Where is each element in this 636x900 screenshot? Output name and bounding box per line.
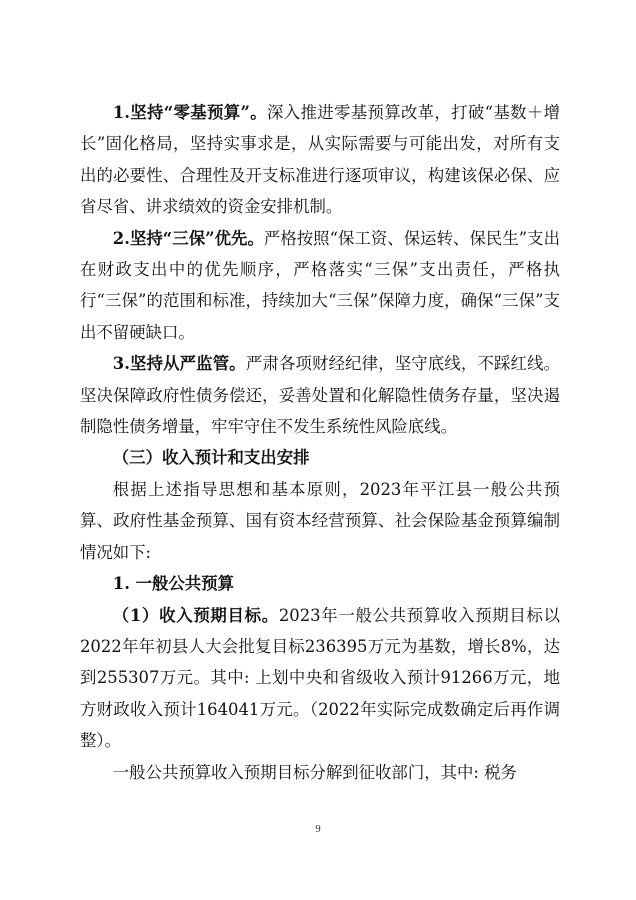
paragraph-body: 2023年一般公共预算收入预期目标以2022年年初县人大会批复目标236395万元为基数，增长8%，达到255307万元。其中: 上划中央和省级收入预计91266万元，地方财政收入预计164041万元。（2022年实际完成数确定后再作调整）。	[80, 605, 560, 751]
paragraph-body: 严肃各项财经纪律，坚守底线，不踩红线。坚决保障政府性债务偿还，妥善处置和化解隐性债务存量，坚决遏制隐性债务增量，牢牢守住不发生系统性风险底线。	[80, 354, 560, 437]
paragraph-zero-based-budget	[80, 97, 560, 223]
section-heading-revenue-expenditure: （三）收入预计和支出安排	[112, 448, 310, 468]
paragraph-strict-supervision	[80, 348, 560, 442]
subsection-heading-general-budget: 1. 一般公共预算	[112, 574, 234, 594]
paragraph-revenue-breakdown: 一般公共预算收入预期目标分解到征收部门，其中: 税务	[112, 762, 517, 782]
paragraph-lead: 2.坚持“三保”优先。	[112, 228, 264, 248]
paragraph-lead: （1）收入预期目标。	[112, 605, 279, 625]
paragraph-body: 深入推进零基预算改革，打破“基数＋增长”固化格局，坚持实事求是，从实际需要与可能出发，对所有支出的必要性、合理性及开支标准进行逐项审议，构建该保必保、应省尽省、讲求绩效的资金安排机制。	[80, 103, 560, 217]
paragraph-budget-overview: 根据上述指导思想和基本原则，2023年平江县一般公共预算、政府性基金预算、国有资本经营预算、社会保险基金预算编制情况如下:	[80, 479, 560, 562]
paragraph-revenue-target	[80, 600, 560, 757]
paragraph-lead: 1.坚持“零基预算”。	[112, 103, 268, 122]
paragraph-lead: 3.坚持从严监管。	[112, 354, 246, 374]
page-number: 9	[315, 823, 321, 835]
paragraph-three-guarantees	[80, 223, 560, 349]
paragraph-body: 严格按照“保工资、保运转、保民生”支出在财政支出中的优先顺序，严格落实“三保”支出责任，严格执行“三保”的范围和标准，持续加大“三保”保障力度，确保“三保”支出不留硬缺口。	[80, 228, 560, 342]
